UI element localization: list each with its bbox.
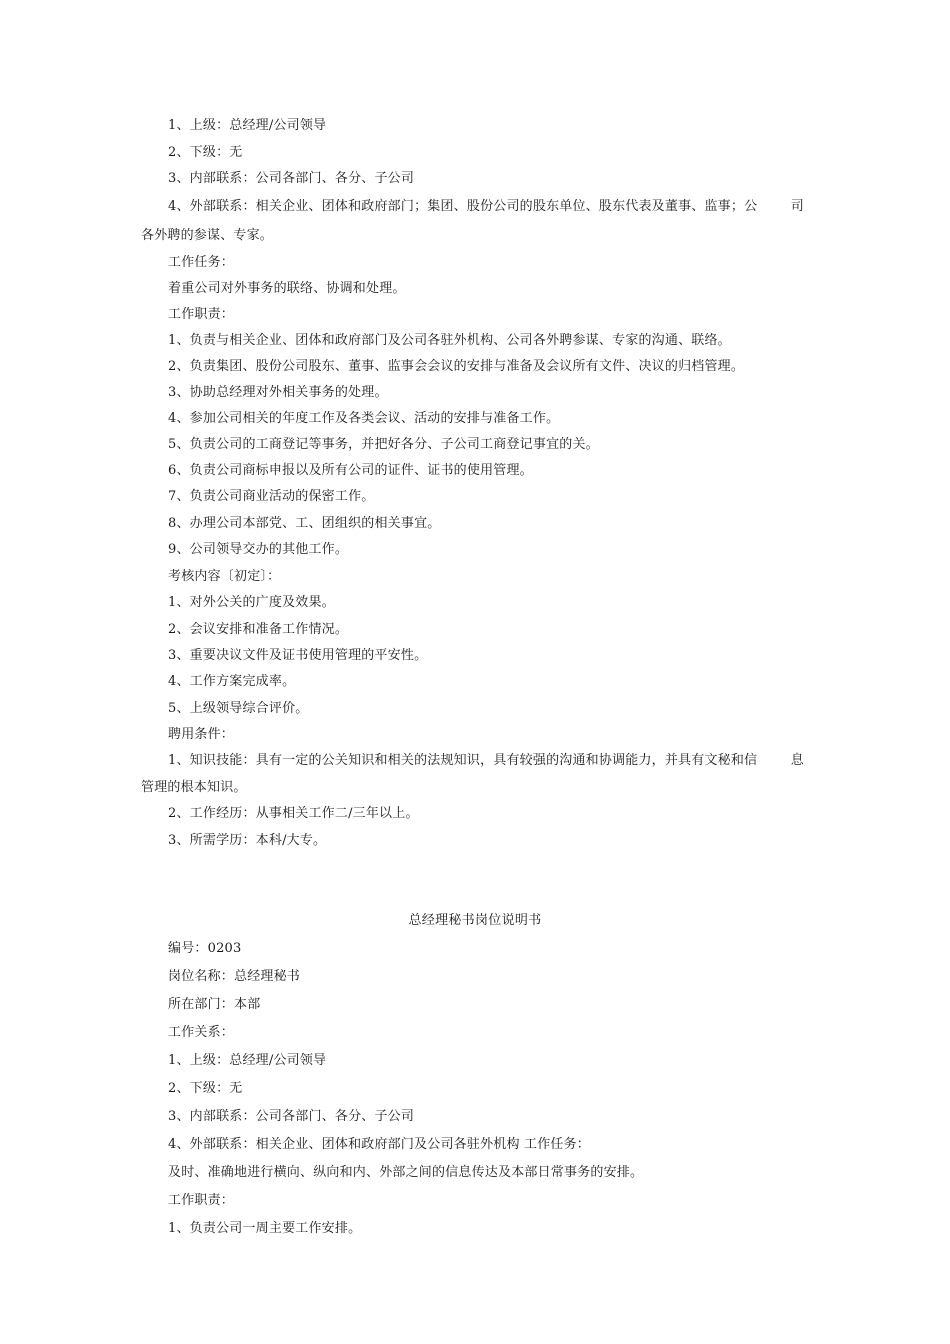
doc-code: 编号：0203 — [168, 941, 242, 956]
task-text: 及时、准确地进行横向、纵向和内、外部之间的信息传达及本部日常事务的安排。 — [168, 1165, 644, 1180]
relation-external-line2: 各外聘的参谋、专家。 — [141, 228, 274, 243]
relation-subordinate: 2、下级：无 — [168, 145, 243, 160]
assessment-item: 5、上级领导综合评价。 — [168, 701, 309, 716]
hire-skill-line1 — [168, 752, 804, 770]
duty-heading: 工作职责： — [168, 1193, 235, 1208]
task-text: 着重公司对外事务的联络、协调和处理。 — [168, 281, 406, 296]
hire-heading: 聘用条件： — [168, 727, 235, 742]
assessment-item: 3、重要决议文件及证书使用管理的平安性。 — [168, 648, 428, 663]
relation-superior: 1、上级：总经理/公司领导 — [168, 118, 327, 133]
duty-item: 9、公司领导交办的其他工作。 — [168, 542, 349, 557]
hire-skill-line2: 管理的根本知识。 — [141, 780, 247, 795]
assessment-item: 4、工作方案完成率。 — [168, 674, 296, 689]
relation-external-text: 4、外部联系：相关企业、团体和政府部门；集团、股份公司的股东单位、股东代表及董事、监事；公 — [168, 199, 758, 214]
relation-external-line1 — [168, 198, 804, 216]
task-heading: 工作任务： — [168, 255, 235, 270]
relation-internal: 3、内部联系：公司各部门、各分、子公司 — [168, 1109, 415, 1124]
department-name: 所在部门：本部 — [168, 997, 261, 1012]
duty-item: 4、参加公司相关的年度工作及各类会议、活动的安排与准备工作。 — [168, 411, 560, 426]
hire-skill-text: 1、知识技能：具有一定的公关知识和相关的法规知识，具有较强的沟通和协调能力，并具有文秘和信 — [168, 753, 758, 768]
duty-item: 5、负责公司的工商登记等事务，并把好各分、子公司工商登记事宜的关。 — [168, 437, 599, 452]
hire-skill-tail: 息 — [790, 753, 804, 768]
assessment-item: 1、对外公关的广度及效果。 — [168, 595, 335, 610]
relation-heading: 工作关系： — [168, 1025, 235, 1040]
duty-heading: 工作职责： — [168, 307, 235, 322]
relation-internal: 3、内部联系：公司各部门、各分、子公司 — [168, 171, 415, 186]
position-name: 岗位名称：总经理秘书 — [168, 969, 301, 984]
duty-item: 1、负责与相关企业、团体和政府部门及公司各驻外机构、公司各外聘参谋、专家的沟通、联络。 — [168, 333, 731, 348]
hire-education: 3、所需学历：本科/大专。 — [168, 833, 327, 848]
section-title: 总经理秘书岗位说明书 — [408, 913, 542, 928]
duty-item: 3、协助总经理对外相关事务的处理。 — [168, 385, 388, 400]
duty-item: 7、负责公司商业活动的保密工作。 — [168, 489, 375, 504]
relation-superior: 1、上级：总经理/公司领导 — [168, 1053, 327, 1068]
assessment-item: 2、会议安排和准备工作情况。 — [168, 622, 349, 637]
assessment-heading: 考核内容〔初定〕： — [168, 569, 281, 584]
hire-experience: 2、工作经历：从事相关工作二/三年以上。 — [168, 806, 419, 821]
relation-subordinate: 2、下级：无 — [168, 1081, 243, 1096]
relation-external: 4、外部联系：相关企业、团体和政府部门及公司各驻外机构 工作任务： — [168, 1137, 591, 1152]
duty-item: 1、负责公司一周主要工作安排。 — [168, 1221, 362, 1236]
duty-item: 8、办理公司本部党、工、团组织的相关事宜。 — [168, 516, 441, 531]
duty-item: 6、负责公司商标申报以及所有公司的证件、证书的使用管理。 — [168, 463, 533, 478]
duty-item: 2、负责集团、股份公司股东、董事、监事会会议的安排与准备及会议所有文件、决议的归档管理。 — [168, 359, 745, 374]
relation-external-tail: 司 — [790, 199, 804, 214]
